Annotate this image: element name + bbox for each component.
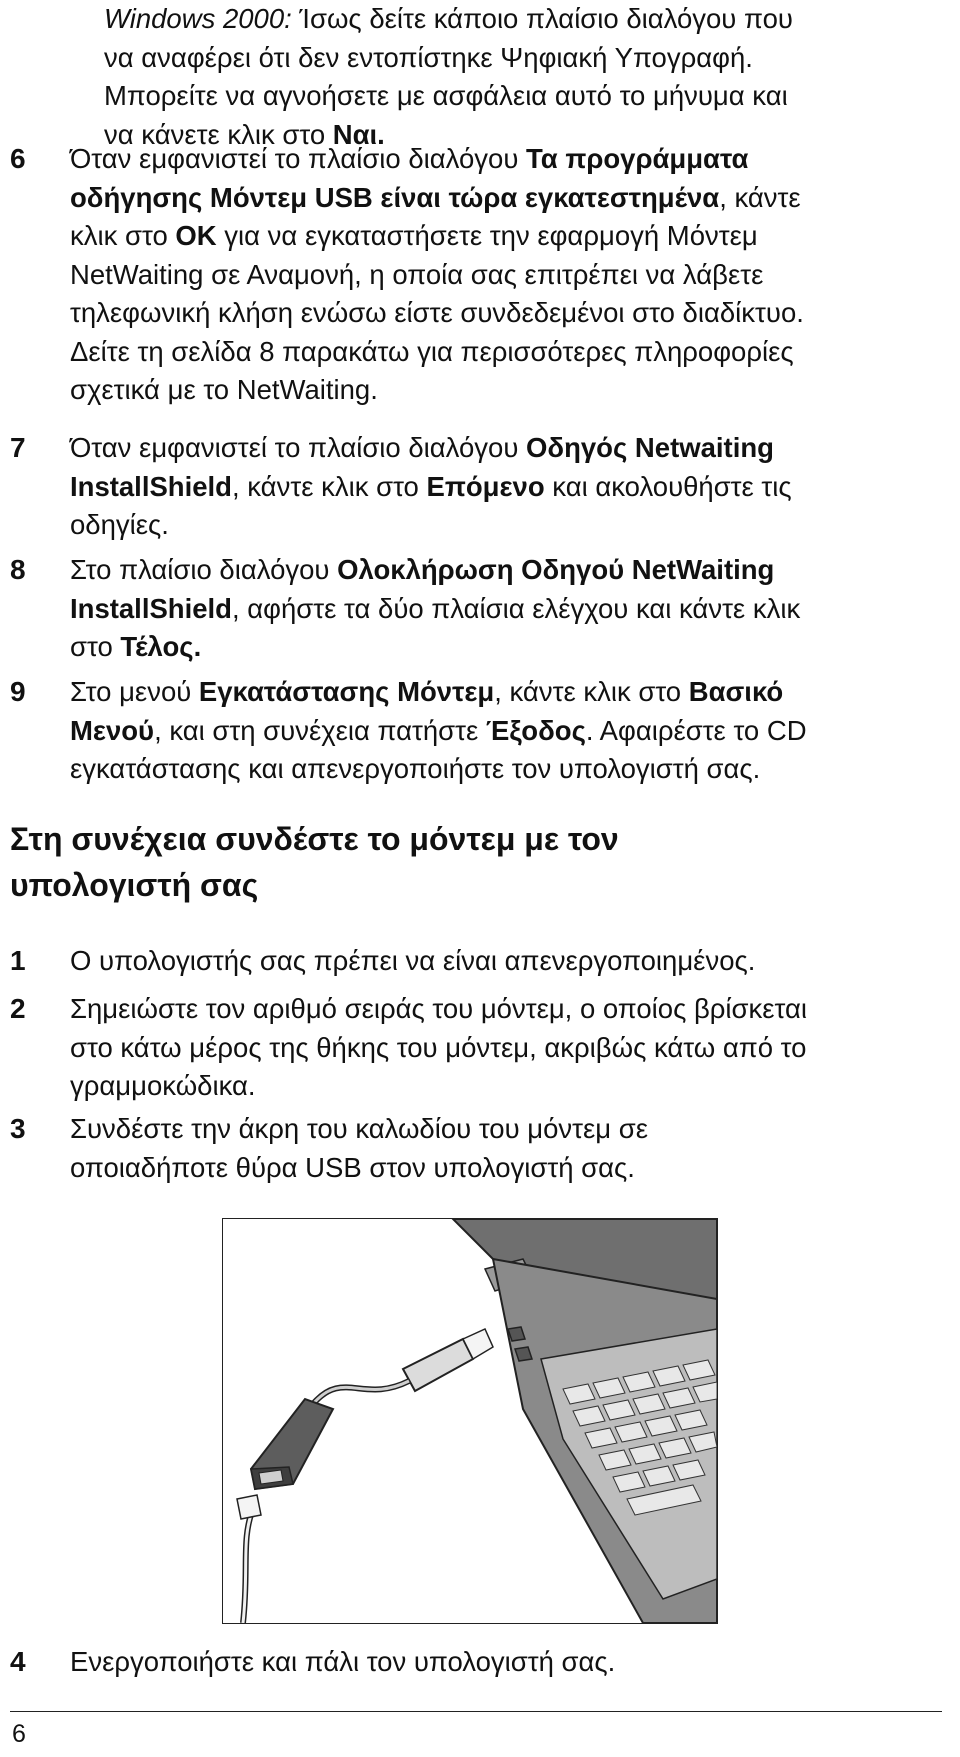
step-text: Όταν εμφανιστεί το πλαίσιο διαλόγου Τα προγράμματα οδήγησης Μόντεμ USB είναι τώρα εγκατεστημένα, κάντε κλικ στο OK για να εγκαταστήσετε την εφαρμογή Μόντεμ NetWaiting σε Αναμονή, η οποία σας επιτρέπει να λάβετε τηλεφωνική κλήση ενώσω είστε συνδεδεμένοι στο διαδίκτυο. Δείτε τη σελίδα 8 παρακάτω για περισσότερες πληροφορίες σχετικά με το NetWaiting. (70, 143, 804, 405)
windows-2000-label: Windows 2000: (104, 3, 292, 34)
step-number: 9 (10, 676, 26, 707)
step-number: 3 (10, 1113, 26, 1144)
step-number: 2 (10, 993, 26, 1024)
laptop-usb-modem-drawing (223, 1219, 717, 1623)
step-text: Στο μενού Εγκατάστασης Μόντεμ, κάντε κλικ στο Βασικό Μενού, και στη συνέχεια πατήστε Έξοδος. Αφαιρέστε το CD εγκατάστασης και απενεργοποιήστε τον υπολογιστή σας. (70, 676, 807, 784)
step-number: 8 (10, 554, 26, 585)
step-text: Σημειώστε τον αριθμό σειράς του μόντεμ, ο οποίος βρίσκεται στο κάτω μέρος της θήκης του μόντεμ, ακριβώς κάτω από το γραμμοκώδικα. (70, 993, 808, 1101)
step-text: Στο πλαίσιο διαλόγου Ολοκλήρωση Οδηγού NetWaiting InstallShield, αφήστε τα δύο πλαίσια ελέγχου και κάντε κλικ στο Τέλος. (70, 554, 801, 662)
step-number: 1 (10, 945, 26, 976)
step-text: Ο υπολογιστής σας πρέπει να είναι απενεργοποιημένος. (70, 945, 756, 976)
page-number: 6 (12, 1720, 26, 1748)
step-number: 6 (10, 143, 26, 174)
step-number: 4 (10, 1646, 26, 1677)
windows-2000-note: Windows 2000: Ίσως δείτε κάποιο πλαίσιο διαλόγου που να αναφέρει ότι δεν εντοπίστηκε Ψηφιακή Υπογραφή. Μπορείτε να αγνοήσετε με ασφάλεια αυτό το μήνυμα και να κάνετε κλικ στο Ναι. (104, 3, 793, 150)
step-text: Συνδέστε την άκρη του καλωδίου του μόντεμ σε οποιαδήποτε θύρα USB στον υπολογιστή σας. (70, 1113, 648, 1183)
section-heading: Στη συνέχεια συνδέστε το μόντεμ με τον υπολογιστή σας (10, 821, 619, 903)
step-text: Όταν εμφανιστεί το πλαίσιο διαλόγου Οδηγός Netwaiting InstallShield, κάντε κλικ στο Επόμενο και ακολουθήστε τις οδηγίες. (70, 432, 792, 540)
step-number: 7 (10, 432, 26, 463)
footer-rule (10, 1711, 942, 1712)
usb-plug (403, 1339, 473, 1391)
phone-plug (237, 1495, 261, 1519)
step-text: Ενεργοποιήστε και πάλι τον υπολογιστή σας. (70, 1646, 616, 1677)
usb-modem-laptop-illustration (222, 1218, 718, 1624)
